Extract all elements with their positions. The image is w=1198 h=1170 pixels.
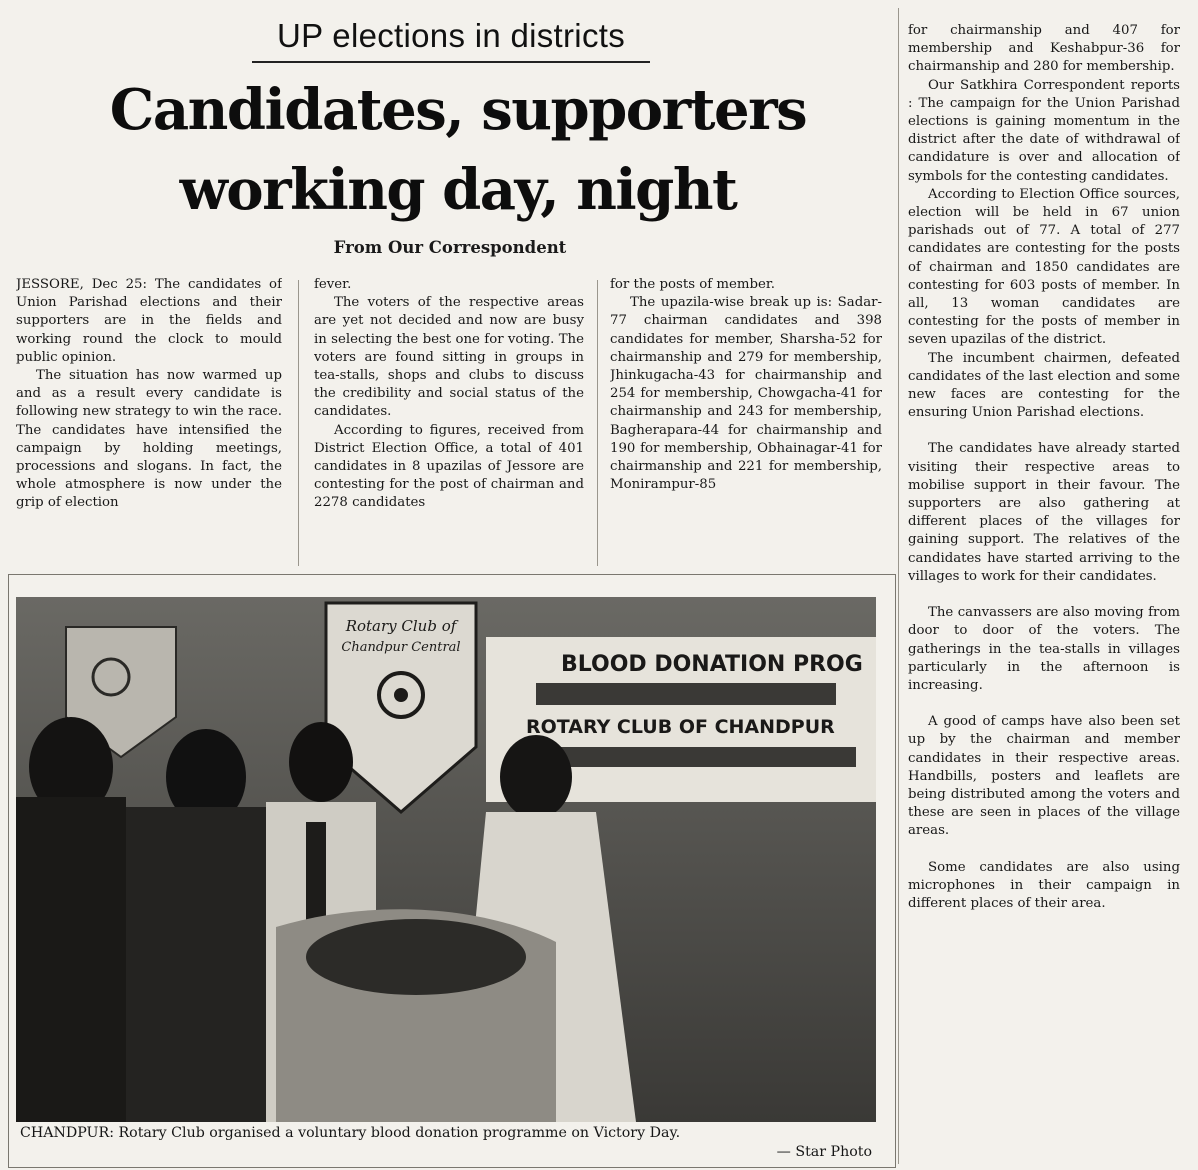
- article-column-2: [314, 276, 584, 566]
- article-column-3: [610, 276, 882, 566]
- paragraph: The upazila-wise break up is: Sadar-77 chairman candidates and 398 candidates for member, Sharsha-52 for chairmanship and 279 for membership, Jhinkugacha-43 for chairmanship and 254 for membership, Chowgacha-41 for chairmanship and 243 for membership, Bagherapara-44 for chairmanship and 190 for membership, Obhainagar-41 for chairmanship and 221 for membership, Monirampur-85: [610, 295, 882, 493]
- article-column-1: [16, 276, 282, 566]
- paragraph: JESSORE, Dec 25: The candidates of Union Parishad elections and their supporters are in the fields and working round the clock to mould public opinion.: [16, 277, 282, 365]
- paragraph: for the posts of member.: [610, 277, 775, 292]
- paragraph: for chairmanship and 407 for membership and Keshabpur-36 for chairmanship and 280 for membership.: [908, 23, 1180, 75]
- paragraph: The situation has now warmed up and as a result every candidate is following new strategy to win the race. The candidates have intensified the campaign by holding meetings, processions and slogans. In fact, the whole atmosphere is now under the grip of election: [16, 368, 282, 511]
- column-divider: [298, 280, 299, 566]
- kicker-underline: [252, 61, 650, 63]
- paragraph: The canvassers are also moving from door to door of the voters. The gatherings in the tea-stalls in villages particularly in the afternoon is increasing.: [908, 605, 1180, 693]
- paragraph: The voters of the respective areas are yet not decided and now are busy in selecting the best one for voting. The voters are found sitting in groups in tea-stalls, shops and clubs to discuss the credibility and social status of the candidates.: [314, 295, 584, 420]
- article-headline: Candidates, supporters working day, night: [109, 77, 807, 223]
- news-photo: [16, 597, 876, 1122]
- paragraph: The incumbent chairmen, defeated candidates of the last election and some new faces are contesting for the ensuring Union Parishad elections.: [908, 350, 1180, 421]
- paragraph: Our Satkhira Correspondent reports : The campaign for the Union Parishad elections is gaining momentum in the district after the date of withdrawal of candidature is over and allocation of symbols for the contesting candidates.: [908, 77, 1180, 184]
- column-divider: [597, 280, 598, 566]
- paragraph: The candidates have already started visiting their respective areas to mobilise support in their favour. The supporters are also gathering at different places of the villages for gaining support. The relatives of the candidates have started arriving to the villages to work for their candidates.: [908, 441, 1180, 584]
- paragraph: Some candidates are also using microphones in their campaign in different places of their area.: [908, 859, 1180, 911]
- photo-credit: — Star Photo: [776, 1144, 872, 1160]
- article-byline: From Our Correspondent: [333, 238, 567, 257]
- sign-text-2: ROTARY CLUB OF CHANDPUR: [526, 716, 835, 738]
- caption-text: CHANDPUR: Rotary Club organised a voluntary blood donation programme on Victory Day.: [20, 1125, 681, 1141]
- paragraph: fever.: [314, 277, 352, 292]
- paragraph: According to figures, received from District Election Office, a total of 401 candidates in 8 upazilas of Jessore are contesting for the post of chairman and 2278 candidates: [314, 422, 584, 511]
- sign-text-1: BLOOD DONATION PROG: [561, 652, 863, 677]
- article-column-4: [908, 22, 1180, 1164]
- paragraph: A good of camps have also been set up by the chairman and member candidates in their respective areas. Handbills, posters and leaflets are being distributed among the voters and these are seen in places of the village areas.: [908, 714, 1180, 839]
- paragraph: According to Election Office sources, election will be held in 67 union parishads out of 77. A total of 277 candidates are contesting for the posts of chairman and 1850 candidates are contesting for 603 posts of member. In all, 13 woman candidates are contesting for the posts of member in seven upazilas of the district.: [908, 186, 1180, 348]
- article-kicker: UP elections in districts: [276, 17, 626, 54]
- photo-caption: [20, 1124, 872, 1160]
- banner-text-2: Chandpur Central: [341, 640, 461, 655]
- column-divider: [898, 8, 899, 1164]
- banner-text-1: Rotary Club of: [345, 617, 457, 635]
